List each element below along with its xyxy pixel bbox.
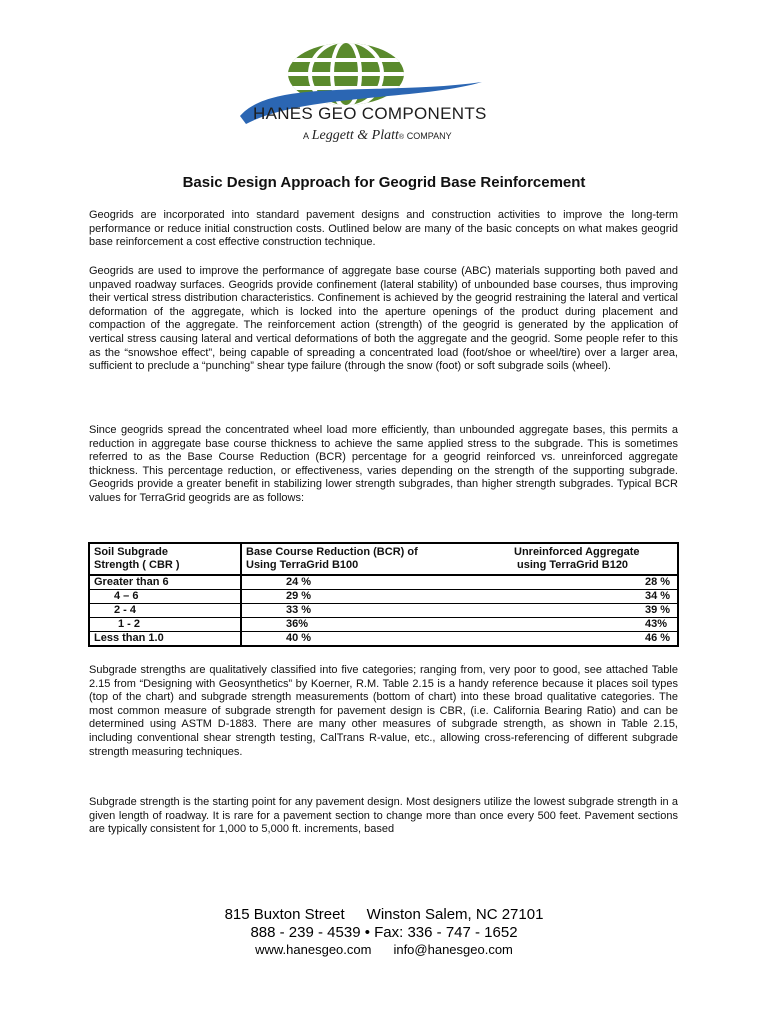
table-header-row: [89, 543, 678, 575]
cell-b100: 33 %: [241, 604, 510, 618]
paragraph-subgrade-design: Subgrade strength is the starting point for any pavement design. Most designers utilize the lowest subgrade strength in a given length of roadway. It is rare for a pavement section to change more than once every 500 feet. Pavement sections are typically consistent for 1,000 to 5,000 ft. increments, based: [89, 796, 678, 836]
paragraph-subgrade-categories: Subgrade strengths are qualitatively classified into five categories; ranging from, very poor to good, see attached Table 2.15 from “Designing with Geosynthetics” by Koerner, R.M. Table 2.15 is a handy reference because it places soil types (top of the chart) and subgrade strength measurements (bottom of chart) into these broad qualitative categories. The most common measure of subgrade strength for pavement design is CBR, (i.e. California Bearing Ratio) and can be determined using ASTM D-1883. There are many other measures of subgrade strength, as shown in Table 2.15, including conventional shear strength testing, CalTrans R-value, etc., allowing cross-referencing of different subgrade strength measuring techniques.: [89, 664, 678, 758]
cell-b100: 40 %: [241, 632, 510, 647]
cell-strength: 1 - 2: [89, 618, 241, 632]
table-row: [89, 618, 678, 632]
cell-strength: Less than 1.0: [89, 632, 241, 647]
document-title: Basic Design Approach for Geogrid Base Reinforcement: [182, 174, 586, 191]
cell-b100: 24 %: [241, 575, 510, 590]
header-b100: [241, 543, 510, 575]
cell-b120: 34 %: [510, 590, 678, 604]
parent-brand: Leggett & Platt: [311, 128, 399, 143]
cell-b120: 46 %: [510, 632, 678, 647]
header-text: Base Course Reduction (BCR) of: [246, 546, 418, 558]
parent-company-line: A Leggett & Platt® COMPANY: [303, 128, 452, 143]
company-name: HANES GEO COMPONENTS: [253, 104, 487, 123]
footer-contacts: [0, 942, 768, 957]
footer-email-link[interactable]: info@hanesgeo.com: [393, 942, 513, 957]
parent-suffix: COMPANY: [406, 131, 452, 141]
cell-b120: 39 %: [510, 604, 678, 618]
table-row: [89, 604, 678, 618]
header-b120: [510, 543, 678, 575]
parent-prefix: A: [303, 131, 310, 141]
footer-city: Winston Salem, NC 27101: [366, 906, 544, 923]
table-row: [89, 590, 678, 604]
footer-website-link[interactable]: www.hanesgeo.com: [255, 942, 372, 957]
table-row: [89, 632, 678, 647]
header-text: using TerraGrid B120: [517, 559, 629, 571]
header-text: Unreinforced Aggregate: [514, 546, 640, 558]
cell-strength: 4 – 6: [89, 590, 241, 604]
header-text: Strength ( CBR ): [94, 559, 180, 571]
cell-b100: 36%: [241, 618, 510, 632]
paragraph-bcr: Since geogrids spread the concentrated wheel load more efficiently, than unbounded aggregate bases, this permits a reduction in aggregate base course thickness to achieve the same applied stress to the subgrade. This is sometimes referred to as the Base Course Reduction (BCR) percentage for a geogrid reinforced vs. unreinforced aggregate thickness. This percentage reduction, or effectiveness, varies depending on the strength of the supporting subgrade. Geogrids provide a greater benefit in stabilizing lower strength subgrades, than higher strength subgrades. Typical BCR values for TerraGrid geogrids are as follows:: [89, 424, 678, 504]
footer-phone: 888 - 239 - 4539 • Fax: 336 - 747 - 1652: [250, 924, 518, 941]
company-logo: [232, 38, 532, 148]
cell-strength: Greater than 6: [89, 575, 241, 590]
header-soil-strength: [89, 543, 241, 575]
header-text: Using TerraGrid B100: [246, 559, 359, 571]
table-row: [89, 575, 678, 590]
paragraph-intro: Geogrids are incorporated into standard pavement designs and construction activities to improve the long-term performance or reduce initial construction costs. Outlined below are many of the basic concepts on what makes geogrid base reinforcement a cost effective construction technique.: [89, 209, 678, 249]
cell-strength: 2 - 4: [89, 604, 241, 618]
footer-street: 815 Buxton Street: [224, 906, 345, 923]
header-text: Soil Subgrade: [94, 546, 168, 558]
cell-b100: 29 %: [241, 590, 510, 604]
footer-address: [0, 906, 768, 923]
bcr-table: [88, 542, 679, 647]
paragraph-geogrid-function: Geogrids are used to improve the performance of aggregate base course (ABC) materials supporting both paved and unpaved roadway surfaces. Geogrids provide confinement (lateral stability) of unbounded base courses, thus improving their vertical stress distribution characteristics. Confinement is achieved by the geogrid restraining the lateral and vertical deformation of the aggregate, which is locked into the aperture openings of the product during placement and compaction of the aggregate. The reinforcement action (strength) of the geogrid is generated by the application of vertical stress causing lateral and vertical deformations of both the aggregate and the geogrid. Some people refer to this as the “snowshoe effect”, being capable of spreading a concentrated load (foot/shoe or wheel/tire) over a larger area, sufficient to preclude a “punching” shear type failure (through the snow (foot) or soft subgrade soils (wheel).: [89, 265, 678, 373]
cell-b120: 43%: [510, 618, 678, 632]
cell-b120: 28 %: [510, 575, 678, 590]
